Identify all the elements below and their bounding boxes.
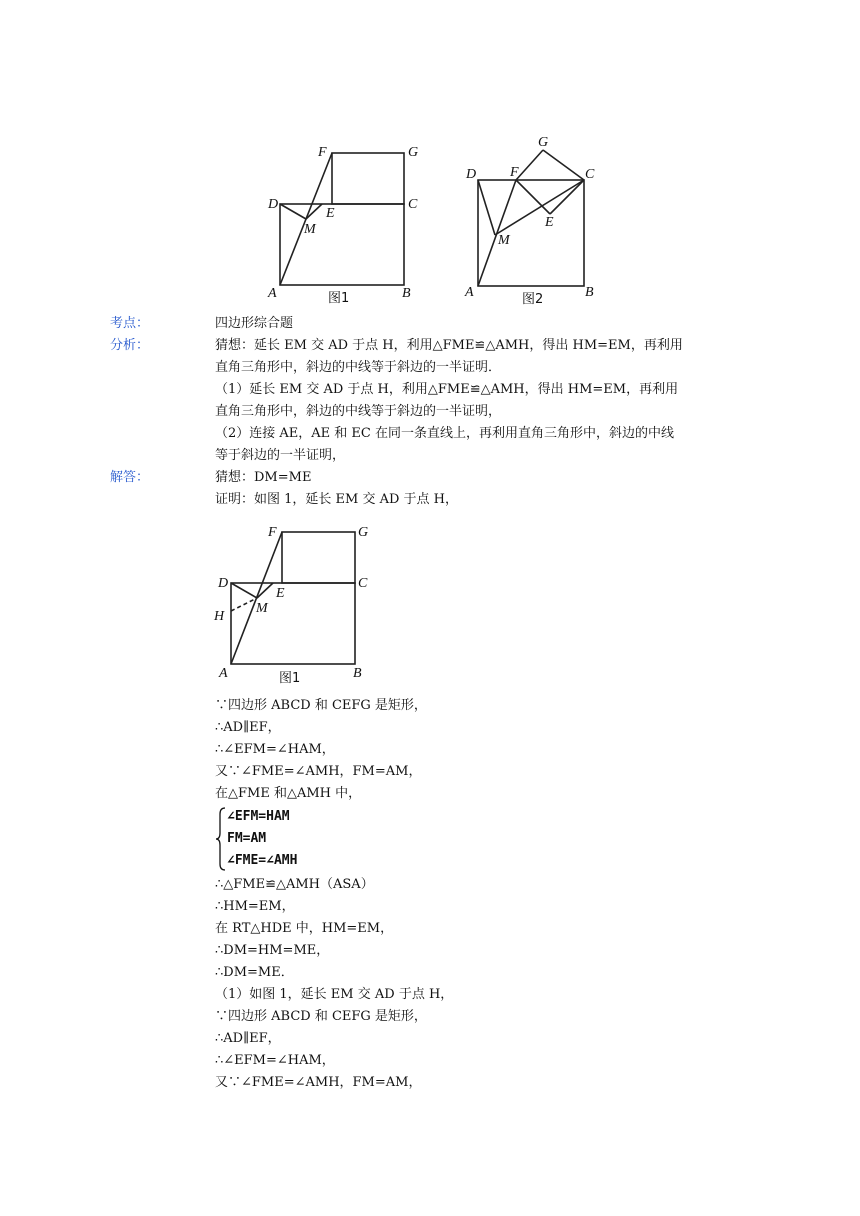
system-line-1: ∠EFM=HAM xyxy=(227,809,290,824)
fig1p-label-G: G xyxy=(358,525,369,540)
fig1p-label-B: B xyxy=(353,666,362,681)
fig2-label-M: M xyxy=(498,233,510,248)
proof-line-5: 在△FME 和△AMH 中， xyxy=(215,786,362,801)
proof-line-7: ∴HM=EM， xyxy=(215,899,295,914)
proof-line-14: ∴∠EFM=∠HAM， xyxy=(215,1053,335,1068)
proof-line-11: （1）如图 1，延长 EM 交 AD 于点 H， xyxy=(215,987,454,1002)
system-line-2: FM=AM xyxy=(227,831,267,846)
fig1p-label-M: M xyxy=(256,601,268,616)
fig1p-caption: 图1 xyxy=(279,671,301,686)
fig1-label-G: G xyxy=(408,145,419,160)
analysis-line-3: （1）延长 EM 交 AD 于点 H，利用△FME≌△AMH，得出 HM=EM，再利用 xyxy=(215,382,679,397)
system-line-3: ∠FME=∠AMH xyxy=(227,853,298,868)
fig1-label-C: C xyxy=(408,197,418,212)
proof-line-4: 又∵∠FME=∠AMH，FM=AM， xyxy=(215,764,422,779)
fig2-label-F: F xyxy=(510,165,519,180)
fig2-label-C: C xyxy=(585,167,595,182)
label-kaodian: 考点： xyxy=(110,316,150,331)
kaodian-text: 四边形综合题 xyxy=(215,316,294,331)
fig2-label-B: B xyxy=(585,285,594,300)
proof-line-9: ∴DM=HM=ME， xyxy=(215,943,330,958)
fig1-label-F: F xyxy=(318,145,327,160)
fig1-label-E: E xyxy=(326,206,335,221)
proof-line-13: ∴AD∥EF， xyxy=(215,1031,281,1046)
fig1p-label-D: D xyxy=(218,576,229,591)
analysis-line-1: 猜想：延长 EM 交 AD 于点 H，利用△FME≌△AMH，得出 HM=EM，再利用 xyxy=(215,338,683,353)
proof-line-1: ∵四边形 ABCD 和 CEFG 是矩形， xyxy=(215,698,427,713)
fig1-label-M: M xyxy=(304,222,316,237)
fig1p-label-F: F xyxy=(268,525,277,540)
fig1-caption: 图1 xyxy=(328,291,350,306)
content-top xyxy=(215,313,735,511)
fig2-label-D: D xyxy=(466,167,477,182)
label-fenxi: 分析： xyxy=(110,338,150,353)
proof-line-2: ∴AD∥EF， xyxy=(215,720,281,735)
fig1p-label-H: H xyxy=(214,609,225,624)
fig1p-label-A: A xyxy=(219,666,228,681)
proof-line-3: ∴∠EFM=∠HAM， xyxy=(215,742,335,757)
proof-line-12: ∵四边形 ABCD 和 CEFG 是矩形， xyxy=(215,1009,427,1024)
figure-1-top-drawing xyxy=(262,140,432,310)
fig1-label-D: D xyxy=(268,197,279,212)
label-jieda: 解答： xyxy=(110,470,150,485)
solution-intro-1: 猜想：DM=ME xyxy=(215,470,312,485)
figure-2-drawing xyxy=(462,130,602,310)
figure-1-proof xyxy=(210,522,380,687)
proof-line-10: ∴DM=ME． xyxy=(215,965,294,980)
fig1p-label-C: C xyxy=(358,576,368,591)
content-proof xyxy=(215,695,735,1094)
proof-line-8: 在 RT△HDE 中，HM=EM， xyxy=(215,921,394,936)
proof-line-15: 又∵∠FME=∠AMH，FM=AM， xyxy=(215,1075,422,1090)
fig1-label-B: B xyxy=(402,286,411,301)
analysis-line-4: 直角三角形中，斜边的中线等于斜边的一半证明， xyxy=(215,404,502,419)
fig2-caption: 图2 xyxy=(522,292,544,307)
figure-1-proof-drawing xyxy=(210,522,380,687)
fig1p-label-E: E xyxy=(276,586,285,601)
analysis-line-5: （2）连接 AE，AE 和 EC 在同一条直线上，再利用直角三角形中，斜边的中线 xyxy=(215,426,674,441)
equation-system xyxy=(215,806,735,872)
left-brace-icon xyxy=(215,806,227,872)
figure-1-top xyxy=(262,140,432,310)
solution-intro-2: 证明：如图 1，延长 EM 交 AD 于点 H， xyxy=(215,492,459,507)
proof-line-6: ∴△FME≌△AMH（ASA） xyxy=(215,877,374,892)
fig2-label-A: A xyxy=(465,285,474,300)
fig2-label-E: E xyxy=(545,215,554,230)
analysis-line-6: 等于斜边的一半证明， xyxy=(215,448,346,463)
figure-2 xyxy=(462,130,602,310)
analysis-line-2: 直角三角形中，斜边的中线等于斜边的一半证明． xyxy=(215,360,502,375)
fig2-label-G: G xyxy=(538,135,549,150)
fig1-label-A: A xyxy=(268,286,277,301)
